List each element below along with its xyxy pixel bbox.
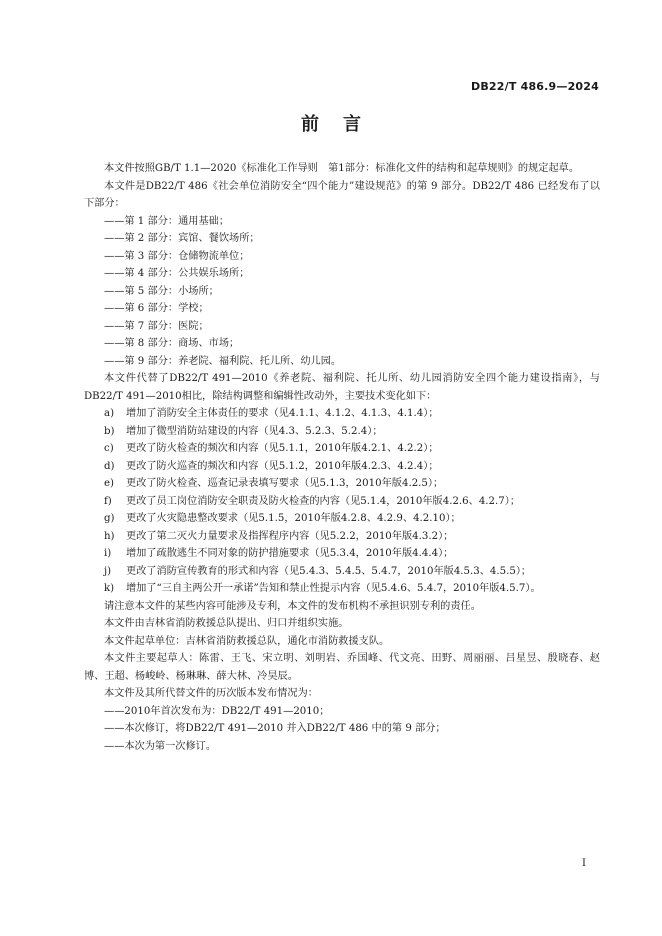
- change-text: 更改了防火检查、巡查记录表填写要求（见5.1.3，2010年版4.2.5）；: [126, 478, 444, 489]
- list-item: ——第 2 部分：宾馆、餐饮场所；: [104, 233, 260, 244]
- paragraph-patent-notice: 请注意本文件的某些内容可能涉及专利，本文件的发布机构不承担识别专利的责任。: [104, 600, 481, 612]
- change-label: e): [104, 478, 115, 489]
- list-item: ——第 7 部分：医院；: [104, 320, 209, 332]
- change-item: [84, 475, 600, 493]
- change-item: [84, 423, 600, 441]
- change-label: d): [104, 460, 115, 472]
- change-text: 更改了防火巡查的频次和内容（见5.1.2，2010年版4.2.3、4.2.4）；: [126, 460, 439, 472]
- change-item: [84, 563, 600, 581]
- change-text: 增加了疏散逃生不同对象的防护措施要求（见5.3.4，2010年版4.4.4）；: [126, 548, 454, 559]
- change-label: a): [104, 408, 115, 419]
- list-item: ——第 4 部分：公共娱乐场所；: [104, 268, 250, 279]
- list-item: ——第 9 部分：养老院、福利院、托儿所、幼儿园。: [104, 355, 342, 367]
- paragraph-drafting-units: 本文件起草单位：吉林省消防救援总队，通化市消防救援支队。: [104, 635, 390, 647]
- change-text: 更改了第二灭火力量要求及指挥程序内容（见5.2.2，2010年版4.3.2）；: [126, 530, 454, 542]
- list-item: ——第 5 部分：小场所；: [104, 285, 219, 297]
- change-text: 增加了消防安全主体责任的要求（见4.1.1、4.1.2、4.1.3、4.1.4）；: [126, 408, 439, 419]
- paragraph-replacement: 本文件代替了DB22/T 491—2010《养老院、福利院、托儿所、幼儿园消防安全四个能力建设指南》，与DB22/T 491—2010相比，除结构调整和编辑性改动外，主要技术变化如下：: [84, 373, 600, 402]
- change-text: 更改了消防宣传教育的形式和内容（见5.4.3、5.4.5、5.4.7，2010年版4.5.3、4.5.5）；: [126, 565, 532, 577]
- history-item: ——本次为第一次修订。: [104, 740, 217, 752]
- list-item: ——第 3 部分：仓储物流单位；: [104, 250, 250, 262]
- change-text: 更改了火灾隐患整改要求（见5.1.5，2010年版4.2.8、4.2.9、4.2.10）；: [126, 513, 461, 524]
- change-item: [84, 440, 600, 458]
- change-label: g): [104, 513, 115, 524]
- page-number: I: [582, 858, 586, 869]
- change-text: 增加了“三自主两公开一承诺”告知和禁止性提示内容（见5.4.6、5.4.7，2010年版4.5.7）。: [126, 583, 541, 594]
- document-id: DB22/T 486.9—2024: [471, 80, 599, 93]
- history-item: ——2010年首次发布为：DB22/T 491—2010；: [104, 705, 330, 717]
- paragraph-proposer: 本文件由吉林省消防救援总队提出、归口并组织实施。: [104, 618, 349, 629]
- history-item: ——本次修订，将DB22/T 491—2010 并入DB22/T 486 中的第 9 部分；: [104, 723, 446, 734]
- change-label: f): [104, 495, 112, 507]
- change-item: [84, 528, 600, 546]
- change-text: 更改了防火检查的频次和内容（见5.1.1，2010年版4.2.1、4.2.2）；: [126, 443, 439, 454]
- change-item: [84, 580, 600, 598]
- change-item: [84, 405, 600, 423]
- change-label: c): [104, 443, 114, 454]
- change-item: [84, 510, 600, 528]
- change-label: j): [104, 565, 112, 577]
- change-label: k): [104, 583, 115, 594]
- change-item: [84, 545, 600, 563]
- page-title: 前言: [301, 114, 385, 135]
- change-item: [84, 493, 600, 511]
- paragraph-history-intro: 本文件及其所代替文件的历次版本发布情况为：: [104, 688, 318, 699]
- change-text: 更改了员工岗位消防安全职责及防火检查的内容（见5.1.4，2010年版4.2.6、4.2.7）；: [126, 495, 521, 507]
- foreword-body: [84, 160, 600, 755]
- change-item: [84, 458, 600, 476]
- paragraph-drafters: 本文件主要起草人：陈雷、王飞、宋立明、刘明岩、乔国峰、代文亮、田野、周丽丽、吕星昱、殷晓春、赵博、王超、杨峻岭、杨琳琳、薛大林、冷昊辰。: [84, 653, 600, 682]
- list-item: ——第 6 部分：学校；: [104, 303, 209, 314]
- change-label: i): [104, 548, 112, 559]
- paragraph-drafting-rule: 本文件按照GB/T 1.1—2020《标准化工作导则 第1部分：标准化文件的结构和起草规则》的规定起草。: [104, 163, 580, 174]
- change-label: h): [104, 530, 115, 542]
- paragraph-series-intro: 本文件是DB22/T 486《社会单位消防安全“四个能力”建设规范》的第 9 部分。DB22/T 486 已经发布了以下部分：: [84, 180, 600, 209]
- change-text: 增加了微型消防站建设的内容（见4.3、5.2.3、5.2.4）；: [126, 425, 383, 437]
- change-label: b): [104, 425, 115, 437]
- list-item: ——第 1 部分：通用基础；: [104, 215, 230, 227]
- list-item: ——第 8 部分：商场、市场；: [104, 338, 240, 349]
